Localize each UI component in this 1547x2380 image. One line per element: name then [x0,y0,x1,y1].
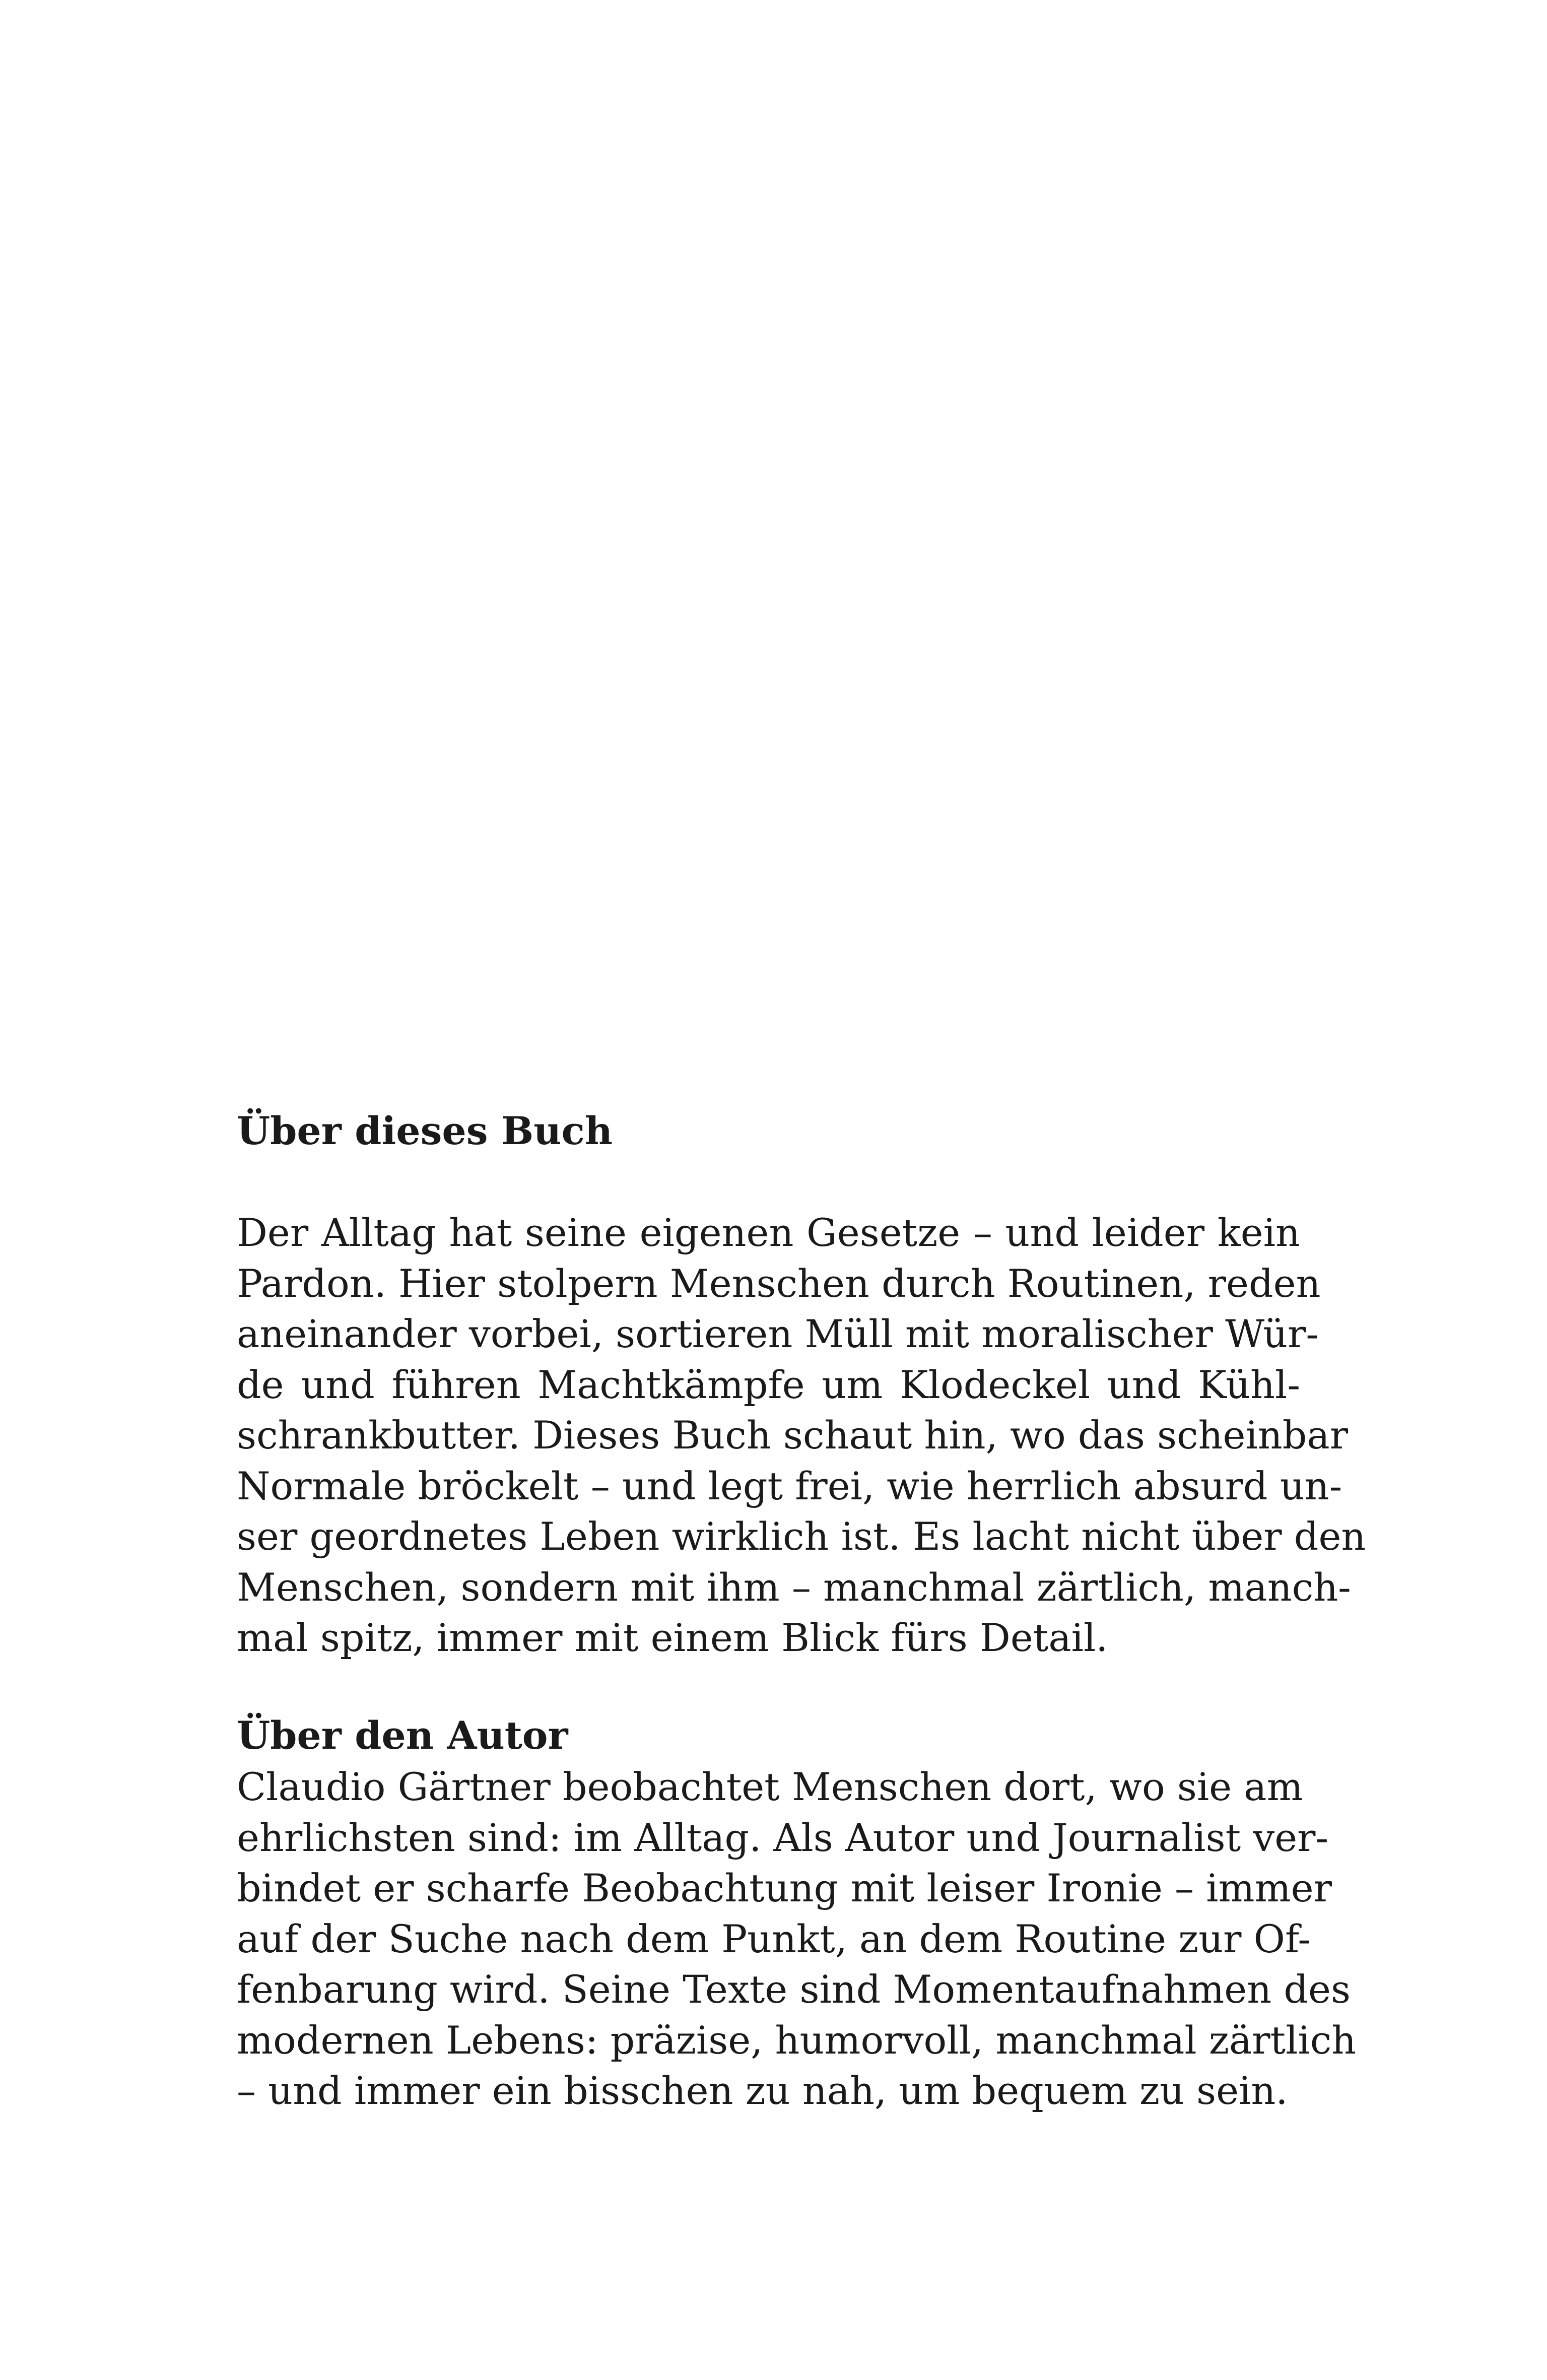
author-biography-line: ehrlichsten sind: im Alltag. Als Autor und Journalist ver- [237,1815,1329,1860]
book-description-line: Pardon. Hier stolpern Menschen durch Routinen, reden [237,1261,1321,1306]
book-description-line: aneinander vorbei, sortieren Müll mit moralischer Wür- [237,1311,1319,1356]
book-description-line: Normale bröckelt – und legt frei, wie herrlich absurd un- [237,1463,1342,1508]
author-biography-line: auf der Suche nach dem Punkt, an dem Routine zur Of- [237,1916,1311,1961]
author-section-heading: Über den Autor [237,1713,568,1758]
author-biography-line: Claudio Gärtner beobachtet Menschen dort, wo sie am [237,1764,1303,1809]
author-biography-line: – und immer ein bisschen zu nah, um bequem zu sein. [237,2068,1288,2113]
book-description [237,1208,1366,1664]
author-biography-line: fenbarung wird. Seine Texte sind Momentaufnahmen des [237,1967,1351,2012]
book-description-line: de und führen Machtkämpfe um Klodeckel und Kühl- [237,1362,1300,1407]
author-biography [237,1762,1357,2117]
author-biography-line: modernen Lebens: präzise, humorvoll, manchmal zärtlich [237,2017,1357,2063]
book-description-line: ser geordnetes Leben wirklich ist. Es lacht nicht über den [237,1514,1366,1559]
book-section-heading: Über dieses Buch [237,1108,613,1153]
book-description-line: schrankbutter. Dieses Buch schaut hin, wo das scheinbar [237,1413,1349,1458]
book-description-line: Der Alltag hat seine eigenen Gesetze – und leider kein [237,1210,1300,1255]
book-description-line: mal spitz, immer mit einem Blick fürs Detail. [237,1615,1108,1660]
book-description-line: Menschen, sondern mit ihm – manchmal zärtlich, manch- [237,1564,1351,1610]
author-biography-line: bindet er scharfe Beobachtung mit leiser Ironie – immer [237,1866,1332,1910]
